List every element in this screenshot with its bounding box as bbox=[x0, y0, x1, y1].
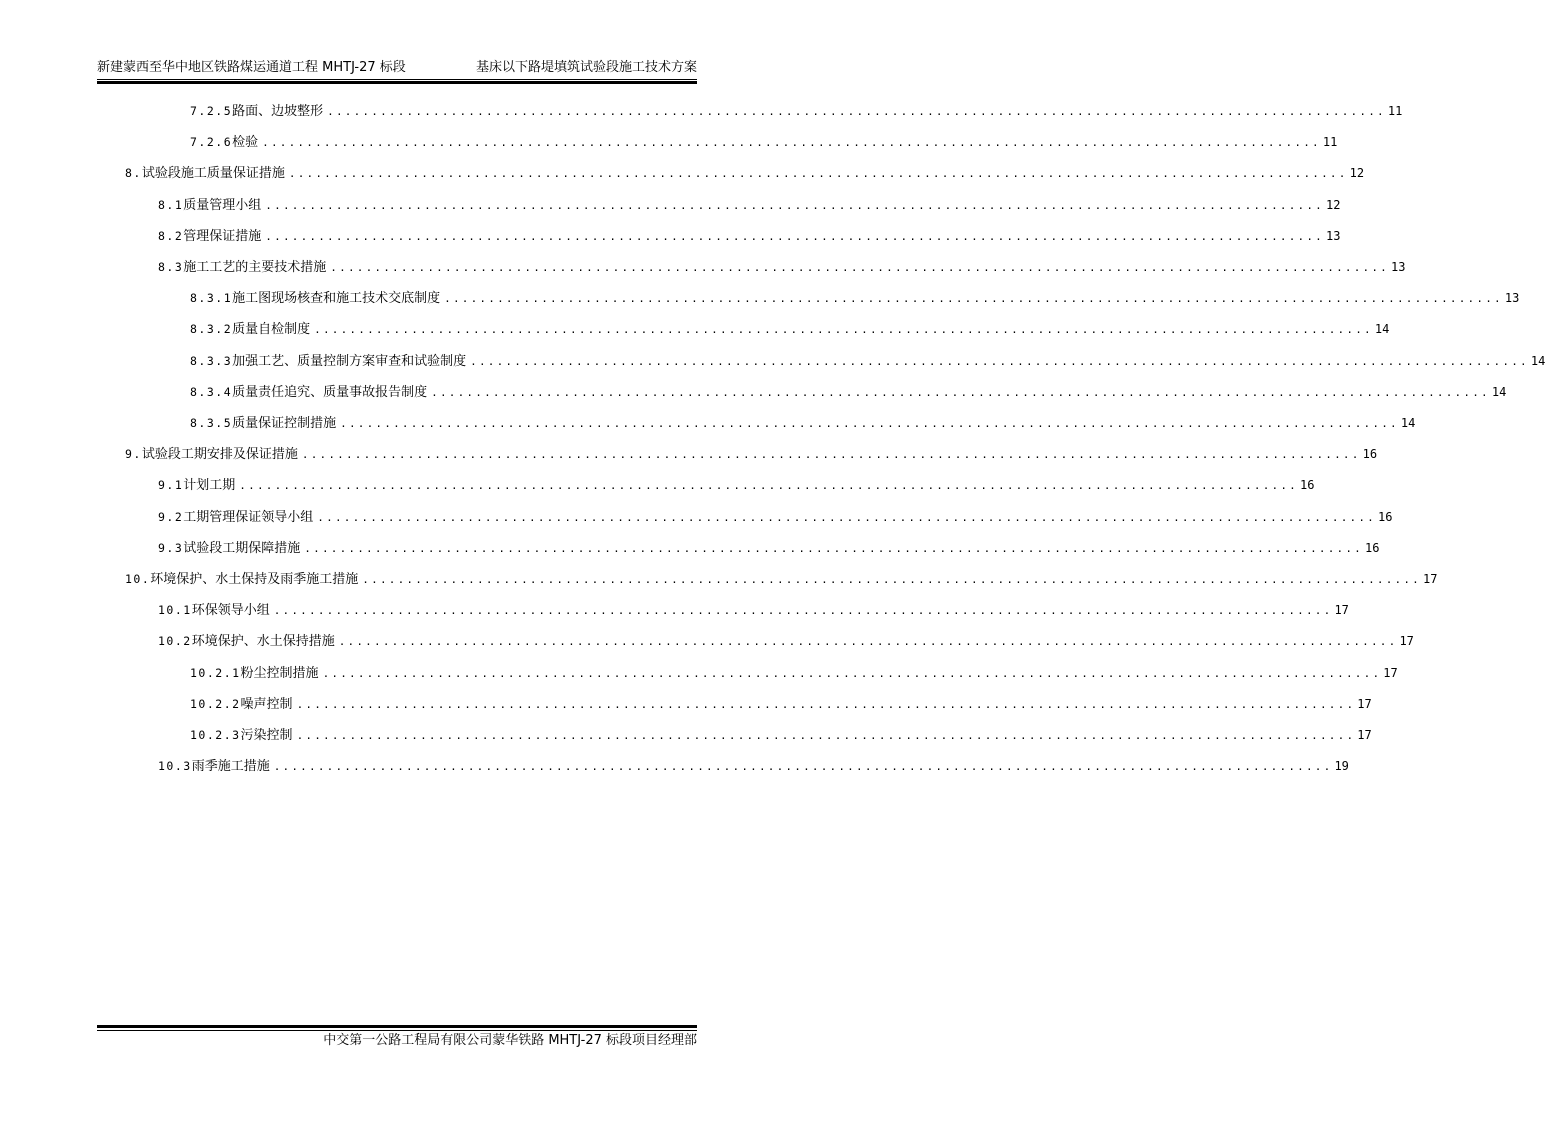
toc-entry-title: 环境保护、水土保持及雨季施工措施 bbox=[150, 572, 359, 587]
header-rule-thick bbox=[97, 81, 697, 84]
toc-entry-page-number: 14 bbox=[1530, 353, 1545, 368]
toc-entry-page-number: 12 bbox=[1326, 197, 1341, 212]
toc-entry-number: 8.1 bbox=[158, 197, 184, 212]
toc-entry[interactable] bbox=[190, 412, 1416, 434]
toc-entry-number: 9.3 bbox=[158, 540, 184, 555]
toc-entry[interactable] bbox=[158, 256, 1406, 278]
toc-dot-leader: ........................................................................................................................ bbox=[304, 541, 1364, 555]
toc-entry-title: 试验段工期保障措施 bbox=[183, 540, 301, 556]
toc-entry-title: 加强工艺、质量控制方案审查和试验制度 bbox=[232, 353, 467, 369]
toc-dot-leader: ........................................................................................................................ bbox=[265, 229, 1325, 243]
toc-entry-page-number: 16 bbox=[1378, 509, 1393, 524]
toc-entry-page-number: 14 bbox=[1491, 384, 1507, 399]
toc-entry[interactable] bbox=[158, 630, 1414, 652]
toc-entry[interactable] bbox=[190, 100, 1403, 122]
toc-entry-title: 施工图现场核查和施工技术交底制度 bbox=[232, 291, 441, 307]
toc-entry-number: 9.2 bbox=[158, 509, 184, 524]
toc-entry[interactable] bbox=[158, 225, 1341, 247]
toc-entry-title: 路面、边坡整形 bbox=[232, 104, 324, 119]
toc-entry-page-number: 16 bbox=[1362, 447, 1378, 462]
toc-entry-title: 粉尘控制措施 bbox=[240, 665, 319, 681]
toc-entry-title: 噪声控制 bbox=[240, 696, 293, 712]
toc-dot-leader: ........................................................................................................................ bbox=[340, 417, 1399, 430]
toc-entry-number: 8.3 bbox=[158, 260, 184, 274]
toc-entry[interactable] bbox=[158, 506, 1393, 528]
toc-entry[interactable] bbox=[190, 662, 1398, 684]
toc-entry-number: 8.3.3 bbox=[190, 353, 233, 368]
toc-entry-page-number: 17 bbox=[1357, 696, 1372, 711]
toc-entry-page-number: 13 bbox=[1504, 291, 1520, 306]
footer-rule-thick bbox=[97, 1025, 697, 1028]
toc-entry-number: 7.2.5 bbox=[190, 104, 233, 118]
toc-entry-title: 工期管理保证领导小组 bbox=[183, 509, 314, 525]
toc-dot-leader: ........................................................................................................................ bbox=[296, 729, 1356, 742]
toc-dot-leader: ........................................................................................................................ bbox=[296, 697, 1356, 711]
page-footer: 中交第一公路工程局有限公司蒙华铁路 MHTJ-27 标段项目经理部 bbox=[323, 1033, 697, 1048]
toc-entry-number: 10.2.1 bbox=[190, 665, 241, 680]
toc-entry[interactable] bbox=[190, 724, 1372, 746]
toc-entry-page-number: 17 bbox=[1383, 665, 1398, 680]
toc-entry-page-number: 17 bbox=[1334, 603, 1349, 618]
toc-entry-page-number: 17 bbox=[1357, 728, 1372, 742]
toc-entry[interactable] bbox=[158, 755, 1349, 777]
toc-entry-title: 计划工期 bbox=[183, 478, 236, 494]
toc-entry-number: 8.2 bbox=[158, 228, 184, 243]
toc-entry-number: 9.1 bbox=[158, 478, 184, 493]
toc-dot-leader: ........................................................................................................................ bbox=[444, 292, 1503, 306]
toc-dot-leader: ........................................................................................................................ bbox=[265, 198, 1325, 212]
toc-entry-number: 10.2 bbox=[158, 634, 192, 649]
toc-entry-page-number: 14 bbox=[1400, 416, 1416, 430]
toc-dot-leader: ........................................................................................................................ bbox=[330, 261, 1390, 274]
toc-entry[interactable] bbox=[190, 287, 1520, 309]
toc-entry-number: 10. bbox=[125, 572, 151, 586]
toc-dot-leader: ........................................................................................................................ bbox=[327, 105, 1386, 118]
toc-entry-page-number: 16 bbox=[1365, 540, 1380, 555]
toc-entry-title: 污染控制 bbox=[240, 728, 293, 743]
toc-entry[interactable] bbox=[190, 381, 1507, 403]
header-project-title: 新建蒙西至华中地区铁路煤运通道工程 MHTJ-27 标段 bbox=[97, 60, 406, 75]
toc-entry-title: 检验 bbox=[232, 135, 259, 151]
toc-entry[interactable] bbox=[158, 599, 1349, 621]
toc-entry-title: 试验段施工质量保证措施 bbox=[141, 166, 285, 182]
toc-entry-number: 9. bbox=[125, 447, 142, 462]
toc-dot-leader: ........................................................................................................................ bbox=[273, 760, 1333, 774]
header-rule-thin bbox=[97, 79, 697, 80]
toc-dot-leader: ........................................................................................................................ bbox=[338, 635, 1398, 649]
toc-entry-page-number: 13 bbox=[1391, 260, 1406, 274]
toc-dot-leader: ........................................................................................................................ bbox=[314, 323, 1373, 337]
toc-dot-leader: ........................................................................................................................ bbox=[262, 136, 1321, 150]
toc-entry-number: 8. bbox=[125, 166, 142, 181]
toc-entry[interactable] bbox=[158, 194, 1341, 216]
toc-entry[interactable] bbox=[158, 474, 1315, 496]
toc-entry-number: 8.3.4 bbox=[190, 384, 233, 399]
toc-entry-title: 质量责任追究、质量事故报告制度 bbox=[232, 384, 428, 400]
toc-entry-page-number: 19 bbox=[1334, 759, 1349, 774]
toc-entry-title: 环境保护、水土保持措施 bbox=[191, 634, 335, 650]
toc-entry-page-number: 12 bbox=[1349, 166, 1365, 181]
toc-entry-number: 7.2.6 bbox=[190, 135, 233, 150]
toc-dot-leader: ........................................................................................................................ bbox=[239, 479, 1299, 493]
toc-entry[interactable] bbox=[190, 693, 1372, 715]
toc-entry[interactable] bbox=[190, 131, 1338, 153]
toc-dot-leader: ........................................................................................................................ bbox=[317, 510, 1377, 524]
toc-entry-page-number: 14 bbox=[1374, 322, 1390, 337]
toc-entry-number: 10.2.2 bbox=[190, 696, 241, 711]
page-header bbox=[97, 58, 697, 78]
toc-entry-title: 施工工艺的主要技术措施 bbox=[183, 260, 327, 275]
header-document-title: 基床以下路堤填筑试验段施工技术方案 bbox=[475, 60, 697, 75]
toc-entry-number: 8.3.2 bbox=[190, 322, 233, 337]
toc-entry-title: 质量自检制度 bbox=[232, 322, 311, 338]
toc-dot-leader: ........................................................................................................................ bbox=[301, 448, 1361, 462]
toc-dot-leader: ........................................................................................................................ bbox=[470, 354, 1529, 368]
toc-entry-number: 10.2.3 bbox=[190, 728, 241, 742]
toc-entry-page-number: 11 bbox=[1387, 104, 1403, 118]
toc-dot-leader: ........................................................................................................................ bbox=[273, 604, 1333, 618]
toc-entry[interactable] bbox=[125, 162, 1365, 184]
toc-entry-number: 8.3.5 bbox=[190, 416, 233, 430]
toc-entry[interactable] bbox=[158, 537, 1380, 559]
toc-dot-leader: ........................................................................................................................ bbox=[288, 167, 1348, 181]
toc-entry[interactable] bbox=[125, 443, 1378, 465]
toc-dot-leader: ........................................................................................................................ bbox=[362, 573, 1422, 586]
toc-entry-number: 10.1 bbox=[158, 603, 192, 618]
footer-rule-thin bbox=[97, 1030, 697, 1031]
toc-entry-page-number: 11 bbox=[1322, 135, 1338, 150]
toc-dot-leader: ........................................................................................................................ bbox=[322, 666, 1382, 680]
toc-entry-title: 试验段工期安排及保证措施 bbox=[141, 447, 298, 463]
toc-entry-title: 质量管理小组 bbox=[183, 197, 262, 213]
toc-entry-page-number: 17 bbox=[1423, 572, 1438, 586]
toc-entry[interactable] bbox=[190, 318, 1390, 340]
toc-entry-page-number: 13 bbox=[1326, 228, 1341, 243]
toc-entry[interactable] bbox=[190, 350, 1545, 372]
toc-entry-title: 环保领导小组 bbox=[191, 603, 270, 619]
toc-entry[interactable] bbox=[125, 568, 1438, 590]
toc-entry-number: 10.3 bbox=[158, 759, 192, 774]
toc-entry-title: 雨季施工措施 bbox=[191, 759, 270, 775]
toc-dot-leader: ........................................................................................................................ bbox=[431, 385, 1490, 399]
toc-entry-page-number: 16 bbox=[1300, 478, 1315, 493]
toc-entry-title: 质量保证控制措施 bbox=[232, 416, 337, 431]
toc-entry-page-number: 17 bbox=[1399, 634, 1414, 649]
toc-entry-number: 8.3.1 bbox=[190, 291, 233, 306]
toc-entry-title: 管理保证措施 bbox=[183, 228, 262, 244]
